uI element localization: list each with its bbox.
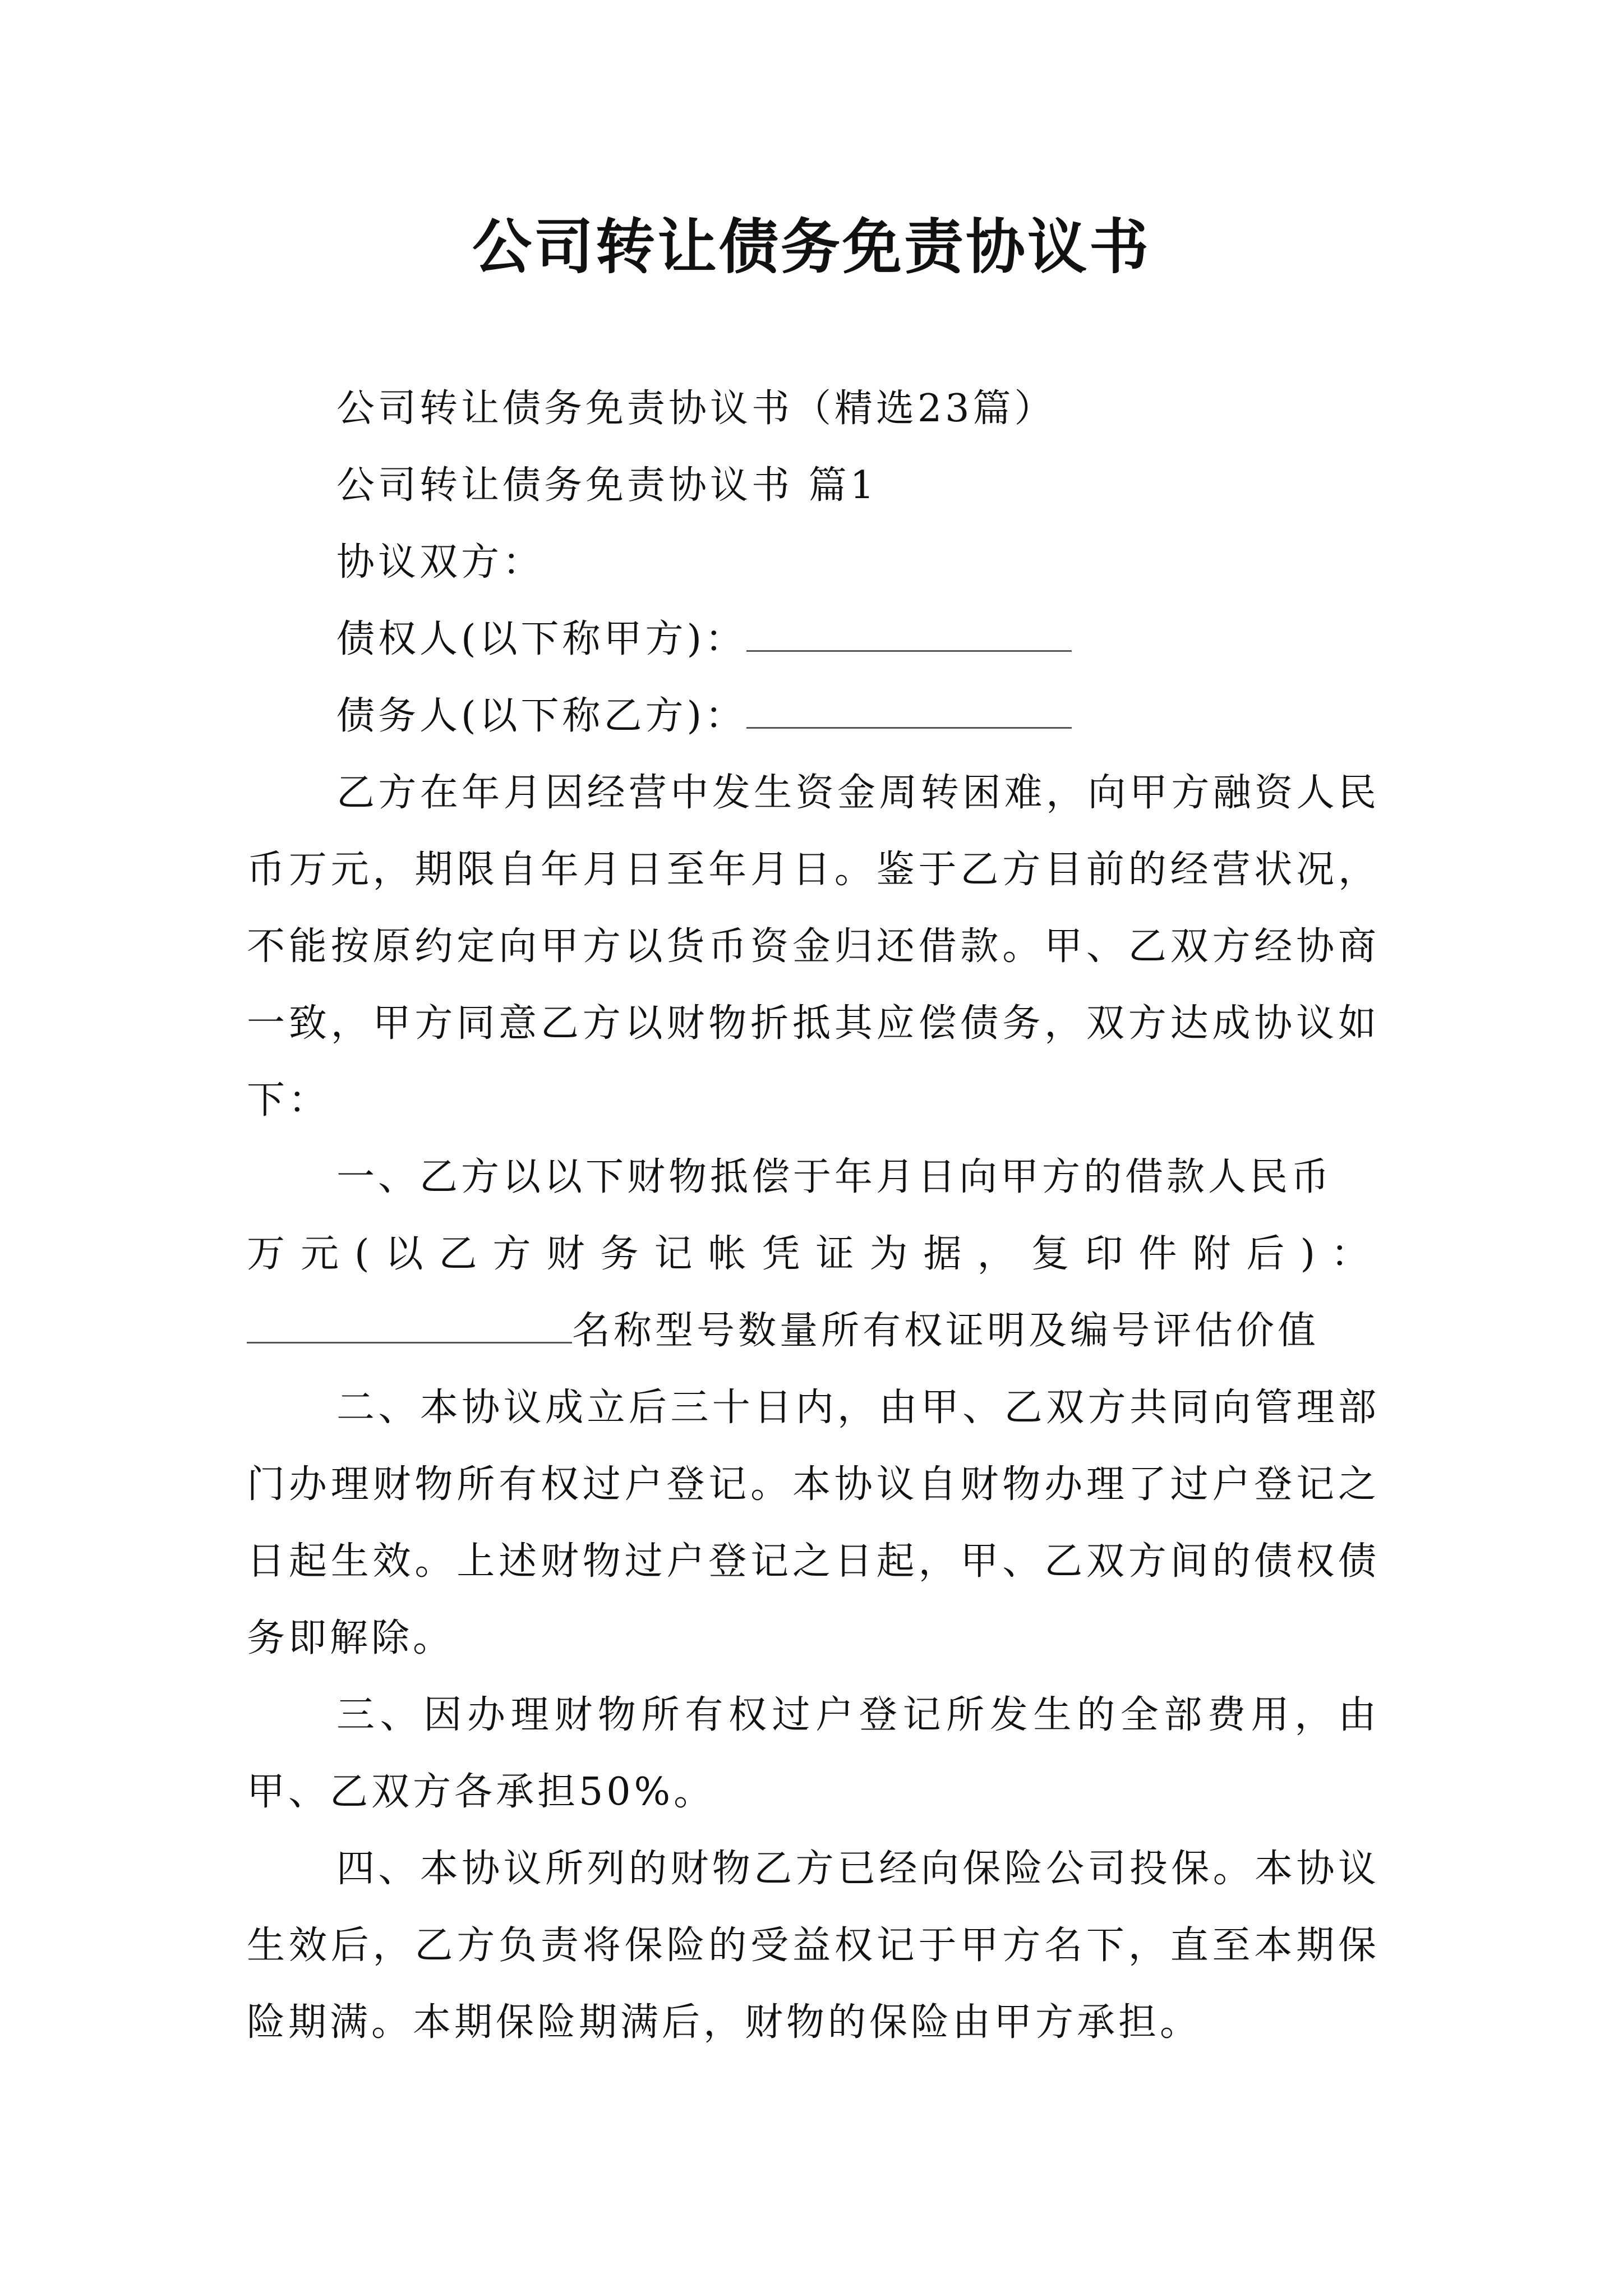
clause-2: 二、本协议成立后三十日内，由甲、乙双方共同向管理部门办理财物所有权过户登记。本协议自财物办理了过户登记之日起生效。上述财物过户登记之日起，甲、乙双方间的债权债务即解除。 <box>247 1386 1380 1660</box>
creditor-line <box>247 601 1380 678</box>
clause-1-line-3 <box>247 1292 1380 1369</box>
clause-1-line-2: 万元(以乙方财务记帐凭证为据，复印件附后)： <box>247 1232 1385 1276</box>
intro-paragraph: 乙方在年月因经营中发生资金周转困难，向甲方融资人民币万元，期限自年月日至年月日。鉴于乙方目前的经营状况，不能按原约定向甲方以货币资金归还借款。甲、乙双方经协商一致，甲方同意乙方以财物折抵其应偿债务，双方达成协议如下： <box>247 771 1380 1122</box>
document-subtitle: 公司转让债务免责协议书（精选23篇） <box>336 386 1056 431</box>
property-columns: 名称型号数量所有权证明及编号评估价值 <box>572 1309 1320 1353</box>
creditor-blank <box>746 616 1072 652</box>
clause-1-line-1: 一、乙方以以下财物抵偿于年月日向甲方的借款人民币 <box>336 1155 1333 1199</box>
property-blank <box>247 1308 572 1343</box>
debtor-line <box>247 678 1380 754</box>
debtor-label: 债务人(以下称乙方)： <box>336 694 747 738</box>
document-body <box>247 370 1385 2061</box>
section-heading: 公司转让债务免责协议书 篇1 <box>336 463 878 508</box>
creditor-label: 债权人(以下称甲方)： <box>336 617 747 661</box>
document-title: 公司转让债务免责协议书 <box>472 211 1151 282</box>
debtor-blank <box>746 693 1072 729</box>
clause-3: 三、因办理财物所有权过户登记所发生的全部费用，由甲、乙双方各承担50%。 <box>247 1693 1380 1814</box>
parties-label: 协议双方： <box>336 540 545 585</box>
clause-4: 四、本协议所列的财物乙方已经向保险公司投保。本协议生效后，乙方负责将保险的受益权记于甲方名下，直至本期保险期满。本期保险期满后，财物的保险由甲方承担。 <box>247 1847 1380 2045</box>
